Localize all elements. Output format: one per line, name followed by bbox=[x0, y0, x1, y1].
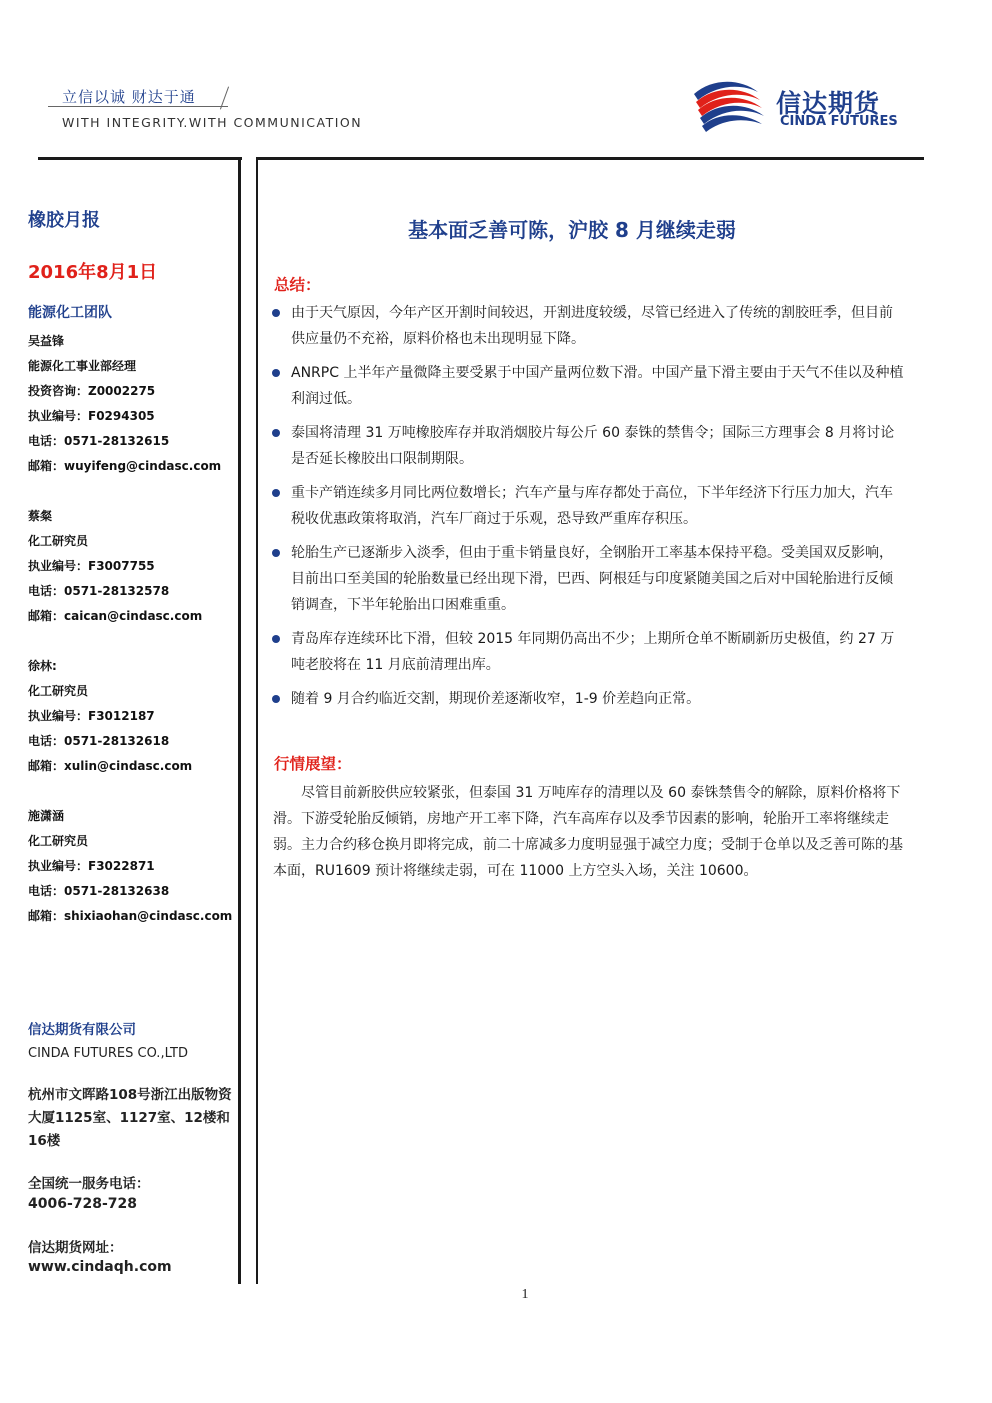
analyst-license: 执业编号：F0294305 bbox=[28, 409, 155, 423]
logo-name-en: CINDA FUTURES bbox=[780, 114, 898, 129]
analyst-email: 邮箱：xulin@cindasc.com bbox=[28, 759, 193, 773]
report-date: 2016年8月1日 bbox=[28, 262, 158, 283]
hotline-label: 全国统一服务电话： bbox=[28, 1176, 150, 1192]
summary-item-text: 随着 9 月合约临近交割，期现价差逐渐收窄，1-9 价差趋向正常。 bbox=[291, 691, 701, 707]
summary-item bbox=[270, 540, 906, 618]
analyst-card bbox=[28, 808, 233, 933]
analyst-email: 邮箱：shixiaohan@cindasc.com bbox=[28, 909, 233, 923]
analyst-name: 蔡粲 bbox=[28, 509, 53, 523]
analyst-consult-id: 投资咨询：Z0002275 bbox=[28, 384, 156, 398]
analyst-email: 邮箱：caican@cindasc.com bbox=[28, 609, 203, 623]
outlook-heading: 行情展望： bbox=[274, 755, 352, 773]
outlook-paragraph: 尽管目前新胶供应较紧张，但泰国 31 万吨库存的清理以及 60 泰铢禁售令的解除，原料价格将下滑。下游受轮胎反倾销，房地产开工率下降，汽车高库存以及季节因素的影响，轮胎开工率将继续走弱。主力合约移仓换月即将完成，前二十席减多力度明显强于减空力度；受制于仓单以及乏善可陈的基本面，RU1609 预计将继续走弱，可在 11000 上方空头入场，关注 10600。 bbox=[273, 785, 903, 879]
analyst-name: 徐林: bbox=[28, 659, 57, 673]
summary-item bbox=[270, 626, 906, 678]
page-number: 1 bbox=[521, 1287, 529, 1302]
analyst-phone: 电话：0571-28132618 bbox=[28, 734, 170, 748]
column-divider-outer bbox=[238, 157, 241, 1284]
bullet-dot-icon bbox=[272, 489, 280, 497]
analyst-phone: 电话：0571-28132615 bbox=[28, 434, 170, 448]
analyst-title: 化工研究员 bbox=[28, 834, 89, 848]
report-type: 橡胶月报 bbox=[28, 210, 100, 231]
website-label: 信达期货网址： bbox=[28, 1240, 123, 1256]
summary-item bbox=[270, 360, 906, 412]
summary-item bbox=[270, 480, 906, 532]
analyst-name: 施潇涵 bbox=[28, 809, 65, 823]
summary-item bbox=[270, 300, 906, 352]
summary-item bbox=[270, 420, 906, 472]
analyst-title: 化工研究员 bbox=[28, 684, 89, 698]
company-address: 杭州市文晖路108号浙江出版物资大厦1125室、1127室、12楼和16楼 bbox=[28, 1087, 232, 1149]
report-title: 基本面乏善可陈，沪胶 8 月继续走弱 bbox=[408, 218, 736, 242]
cinda-logo-icon bbox=[688, 80, 766, 134]
analyst-license: 执业编号：F3012187 bbox=[28, 709, 155, 723]
summary-item bbox=[270, 686, 906, 712]
analyst-name: 吴益锋 bbox=[28, 334, 65, 348]
analyst-title: 能源化工事业部经理 bbox=[28, 359, 137, 373]
summary-item-text: 泰国将清理 31 万吨橡胶库存并取消烟胶片每公斤 60 泰铢的禁售令；国际三方理事会 8 月将讨论是否延长橡胶出口限制期限。 bbox=[291, 425, 895, 467]
logo-name-cn: 信达期货 bbox=[776, 89, 881, 118]
company-name-en: CINDA FUTURES CO.,LTD bbox=[28, 1046, 188, 1061]
bullet-dot-icon bbox=[272, 429, 280, 437]
column-divider-inner bbox=[256, 157, 258, 1284]
analyst-card bbox=[28, 658, 233, 783]
analyst-title: 化工研究员 bbox=[28, 534, 89, 548]
summary-item-text: 重卡产销连续多月同比两位数增长；汽车产量与库存都处于高位，下半年经济下行压力加大，汽车税收优惠政策将取消，汽车厂商过于乐观，恐导致严重库存积压。 bbox=[291, 485, 893, 527]
bullet-dot-icon bbox=[272, 369, 280, 377]
analyst-phone: 电话：0571-28132578 bbox=[28, 584, 170, 598]
bullet-dot-icon bbox=[272, 695, 280, 703]
website-link[interactable]: www.cindaqh.com bbox=[28, 1259, 172, 1275]
summary-list bbox=[270, 300, 906, 720]
bullet-dot-icon bbox=[272, 549, 280, 557]
summary-item-text: 青岛库存连续环比下滑，但较 2015 年同期仍高出不少；上期所仓单不断刷新历史极值，约 27 万吨老胶将在 11 月底前清理出库。 bbox=[291, 631, 895, 673]
company-name-cn: 信达期货有限公司 bbox=[28, 1022, 136, 1038]
slogan-underline bbox=[48, 106, 228, 107]
analyst-license: 执业编号：F3022871 bbox=[28, 859, 155, 873]
header-rule-right bbox=[256, 157, 924, 160]
bullet-dot-icon bbox=[272, 309, 280, 317]
summary-item-text: ANRPC 上半年产量微降主要受累于中国产量两位数下滑。中国产量下滑主要由于天气不佳以及种植利润过低。 bbox=[291, 365, 904, 407]
summary-item-text: 轮胎生产已逐渐步入淡季，但由于重卡销量良好，全钢胎开工率基本保持平稳。受美国双反影响，目前出口至美国的轮胎数量已经出现下滑，巴西、阿根廷与印度紧随美国之后对中国轮胎进行反倾销调查，下半年轮胎出口困难重重。 bbox=[291, 545, 893, 613]
analyst-phone: 电话：0571-28132638 bbox=[28, 884, 170, 898]
analyst-email: 邮箱：wuyifeng@cindasc.com bbox=[28, 459, 222, 473]
analyst-license: 执业编号：F3007755 bbox=[28, 559, 155, 573]
slogan: 立信以诚 财达于通 bbox=[62, 88, 196, 106]
analyst-card bbox=[28, 333, 233, 483]
tagline: WITH INTEGRITY.WITH COMMUNICATION bbox=[62, 115, 363, 130]
summary-item-text: 由于天气原因，今年产区开割时间较迟，开割进度较缓，尽管已经进入了传统的割胶旺季，但目前供应量仍不充裕，原料价格也未出现明显下降。 bbox=[291, 305, 893, 347]
team-name: 能源化工团队 bbox=[28, 305, 112, 321]
header-rule-left bbox=[38, 157, 242, 160]
hotline-number: 4006-728-728 bbox=[28, 1196, 138, 1212]
bullet-dot-icon bbox=[272, 635, 280, 643]
summary-heading: 总结： bbox=[274, 276, 321, 294]
analyst-card bbox=[28, 508, 233, 633]
